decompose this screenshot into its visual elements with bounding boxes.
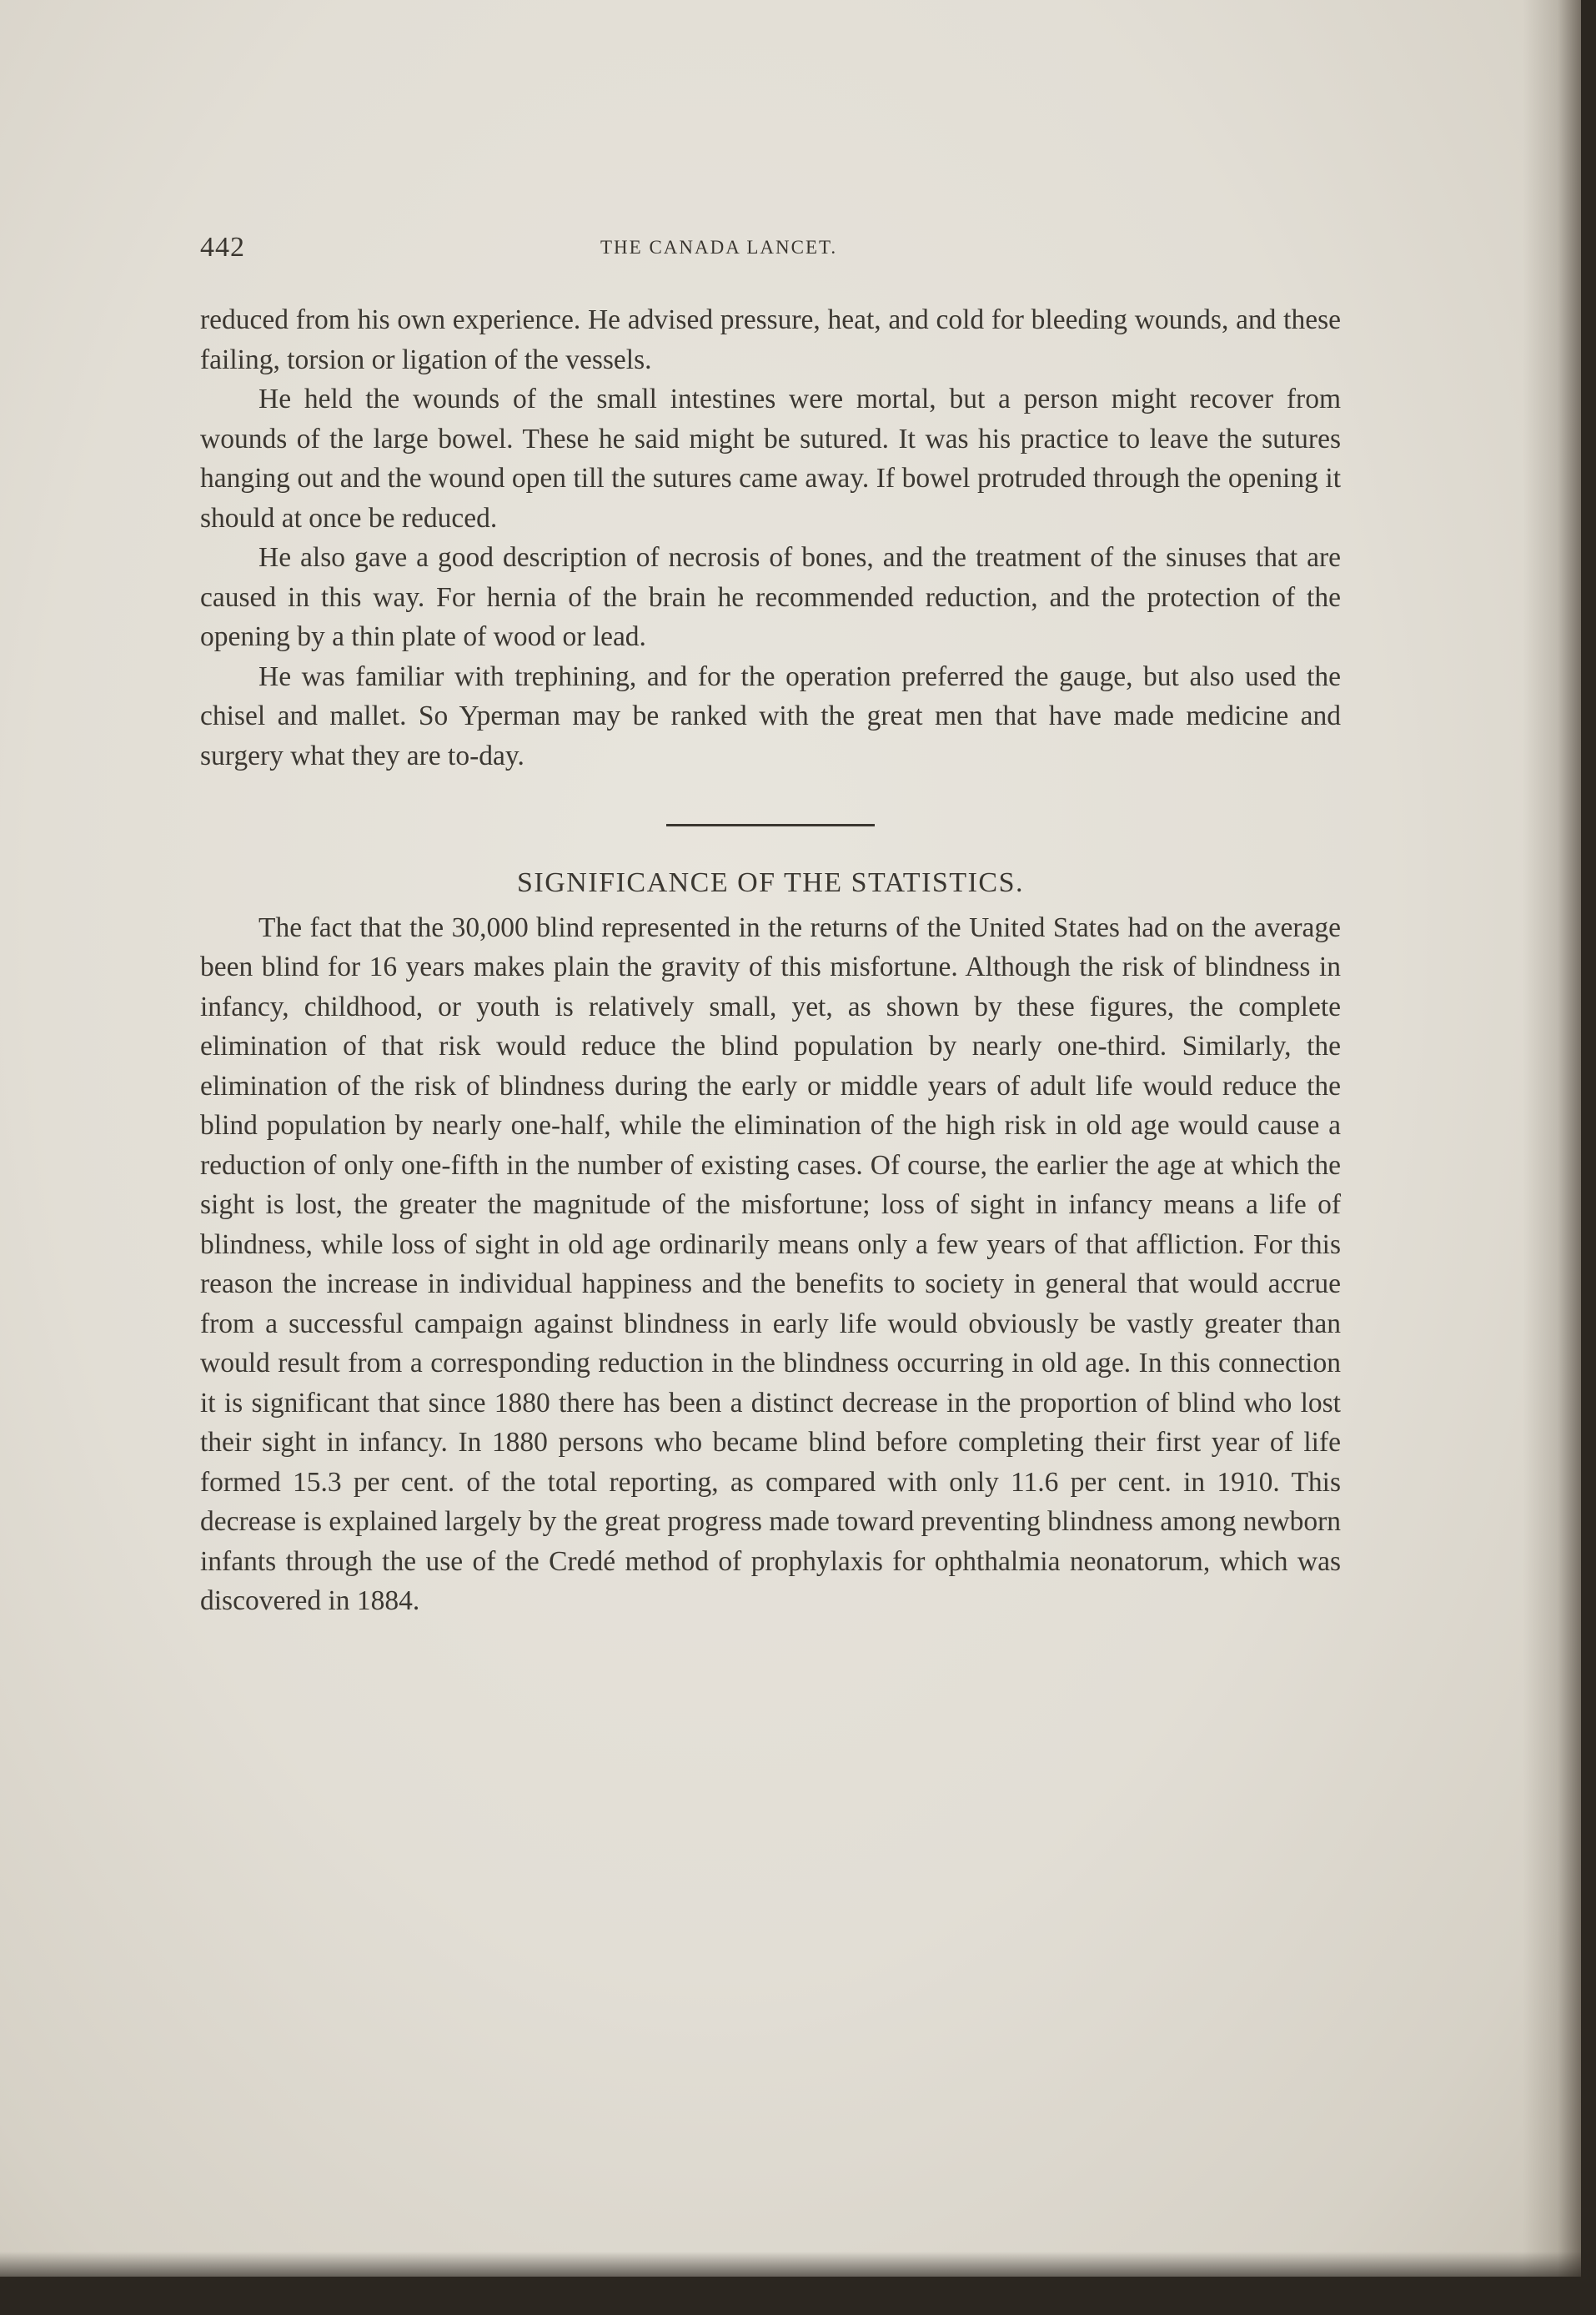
paragraph-continued: reduced from his own experience. He advised pressure, heat, and cold for bleeding wounds, and these failing, torsion or ligation of the vessels. [200, 304, 1341, 375]
paragraph: He also gave a good description of necrosis of bones, and the treatment of the sinuses that are caused in this way. For hernia of the brain he recommended reduction, and the protection of the opening by a thin plate of wood or lead. [200, 542, 1341, 652]
journal-title: THE CANADA LANCET. [600, 237, 838, 258]
section-paragraph: The fact that the 30,000 blind represented in the returns of the United States had on the average been blind for 16 years makes plain the gravity of this misfortune. Although the risk of blindness in infancy, childhood, or youth is relatively small, yet, as shown by these figures, the complete elimination of that risk would reduce the blind population by nearly one-third. Similarly, the elimination of the risk of blindness during the early or middle years of adult life would reduce the blind population by nearly one-half, while the elimination of the high risk in old age would cause a reduction of only one-fifth in the number of existing cases. Of course, the earlier the age at which the sight is lost, the greater the magnitude of the misfortune; loss of sight in infancy means a life of blindness, while loss of sight in old age ordinarily means only a few years of that affliction. For this reason the increase in individual happiness and the benefits to society in general that would accrue from a successful campaign against blindness in early life would obviously be vastly greater than would result from a corresponding reduction in the blindness occurring in old age. In this connection it is significant that since 1880 there has been a distinct decrease in the proportion of blind who lost their sight in infancy. In 1880 persons who became blind before completing their first year of life formed 15.3 per cent. of the total reporting, as compared with only 11.6 per cent. in 1910. This decrease is explained largely by the great progress made toward preventing blindness among newborn infants through the use of the Credé method of prophylaxis for ophthalmia neonatorum, which was discovered in 1884. [200, 911, 1341, 1616]
paragraph: He was familiar with trephining, and for the operation preferred the gauge, but also used the chisel and mallet. So Yperman may be ranked with the great men that have made medicine and surgery what they are to-day. [200, 660, 1341, 771]
page-number: 442 [200, 232, 245, 263]
section-heading: SIGNIFICANCE OF THE STATISTICS. [517, 867, 1024, 898]
paragraph: He held the wounds of the small intestines were mortal, but a person might recover from wounds of the large bowel. These he said might be sutured. It was his practice to leave the sutures hanging out and the wound open till the sutures came away. If bowel protruded through the opening it should at once be reduced. [200, 384, 1341, 534]
bottom-edge-shadow [0, 2252, 1596, 2315]
running-head [200, 232, 1351, 265]
section-divider [666, 824, 875, 826]
article-text [200, 300, 1341, 1621]
